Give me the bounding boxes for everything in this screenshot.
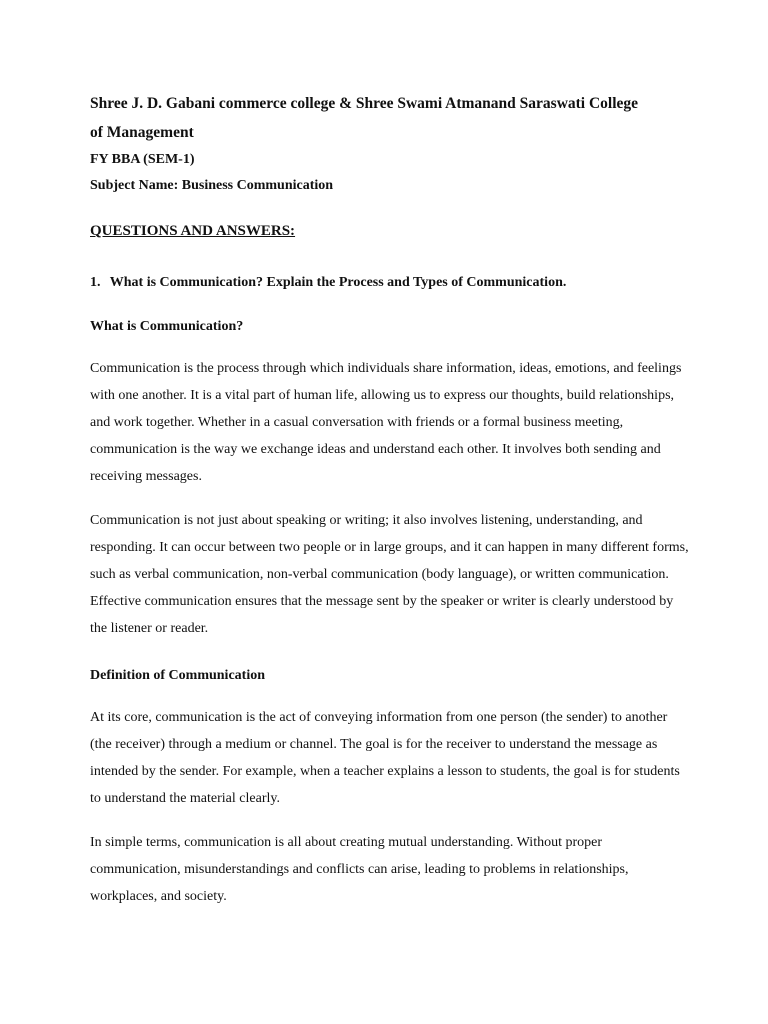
what-is-paragraph-1: Communication is the process through which individuals share information, ideas, emotions, and feelings with one another. It is a vital part of human life, allowing us to express our thoughts, build relationships, and work together. Whether in a casual conversation with friends or a formal business meeting, communication is the way we exchange ideas and understand each other. It involves both sending and receiving messages. bbox=[90, 361, 682, 484]
subject-name bbox=[90, 173, 690, 199]
definition-heading: Definition of Communication bbox=[90, 668, 265, 683]
subject-label: Subject Name: Business Communication bbox=[90, 178, 334, 193]
college-name-line2: of Management bbox=[90, 124, 194, 141]
college-name-line1: Shree J. D. Gabani commerce college & Shree Swami Atmanand Saraswati College bbox=[90, 95, 639, 112]
definition-paragraph-2: In simple terms, communication is all about creating mutual understanding. Without proper communication, misunderstandings and conflicts can arise, leading to problems in relationships, workplaces, and society. bbox=[90, 835, 629, 904]
what-is-paragraph-2: Communication is not just about speaking or writing; it also involves listening, understanding, and responding. It can occur between two people or in large groups, and it can happen in many different forms, such as verbal communication, non-verbal communication (body language), or written communication. Effective communication ensures that the message sent by the speaker or writer is clearly understood by the listener or reader. bbox=[90, 513, 689, 636]
course-name bbox=[90, 147, 690, 173]
college-name bbox=[90, 89, 690, 147]
question-number: 1. bbox=[90, 275, 101, 290]
course-label: FY BBA (SEM-1) bbox=[90, 152, 195, 167]
definition-paragraph-1: At its core, communication is the act of conveying information from one person (the sender) to another (the receiver) through a medium or channel. The goal is for the receiver to understand the message as intended by the sender. For example, when a teacher explains a lesson to students, the goal is for students to understand the material clearly. bbox=[90, 710, 680, 806]
question-text: What is Communication? Explain the Process and Types of Communication. bbox=[109, 275, 567, 290]
what-is-heading: What is Communication? bbox=[90, 319, 244, 334]
document-page bbox=[90, 89, 690, 910]
question-title bbox=[90, 273, 690, 293]
section-title: QUESTIONS AND ANSWERS: bbox=[90, 223, 296, 239]
